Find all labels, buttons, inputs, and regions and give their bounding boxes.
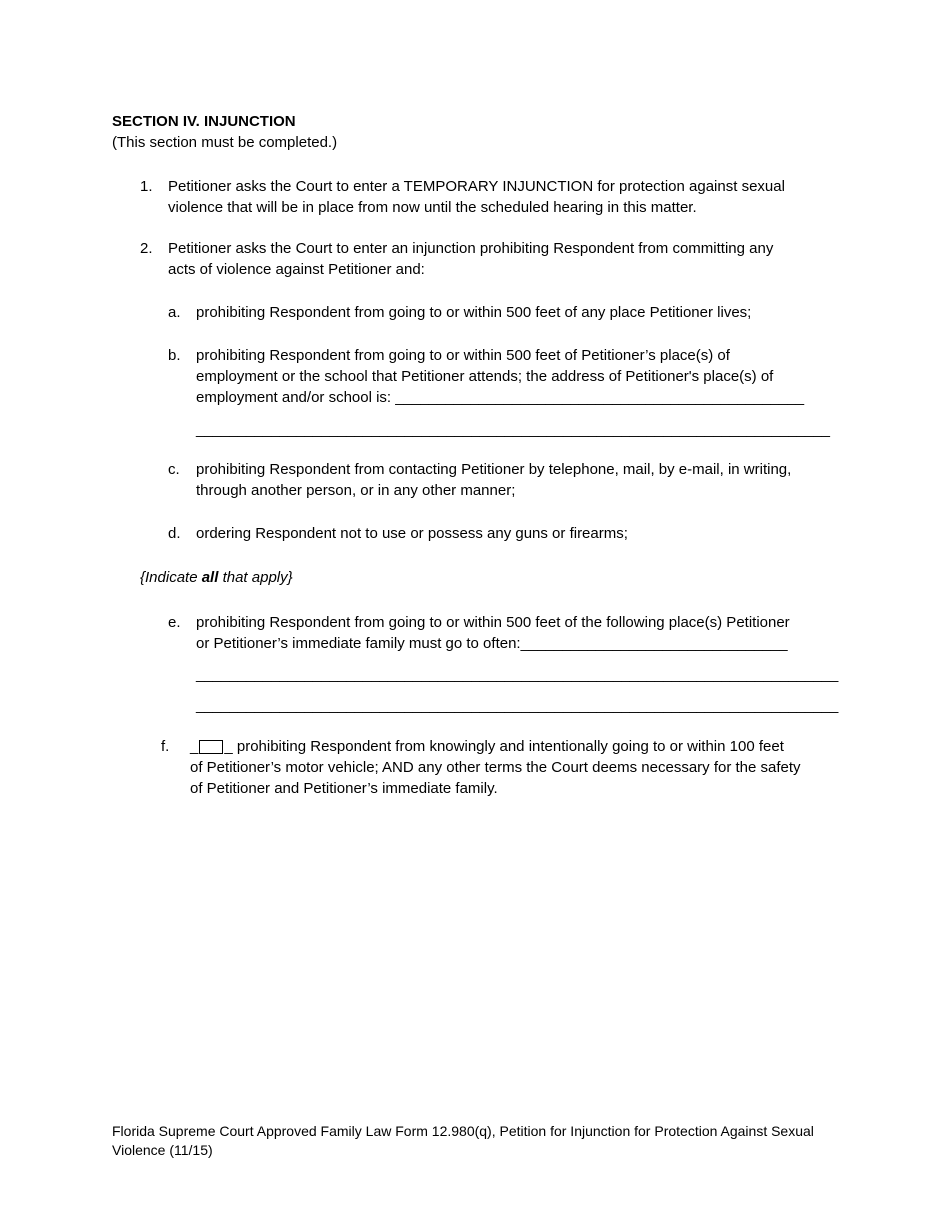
- subitem-b-line-1: prohibiting Respondent from going to or within 500 feet of Petitioner’s place(s) of: [196, 347, 730, 364]
- item-1-text: [168, 176, 785, 218]
- subitem-b-text: [196, 345, 804, 408]
- subitem-e-blank-line-2[interactable]: _____________________________________________________________________________: [196, 697, 839, 714]
- section-note: (This section must be completed.): [112, 134, 338, 151]
- checkbox-blank-right: _: [224, 738, 233, 755]
- subitem-b-line-2: employment or the school that Petitioner attends; the address of Petitioner's place(s) of: [196, 368, 774, 385]
- item-2-line-2: acts of violence against Petitioner and:: [168, 261, 425, 278]
- subitem-a-text: prohibiting Respondent from going to or within 500 feet of any place Petitioner lives;: [196, 304, 752, 321]
- subitem-d-text: ordering Respondent not to use or possess any guns or firearms;: [196, 525, 628, 542]
- subitem-c-line-2: through another person, or in any other manner;: [196, 482, 516, 499]
- subitem-c-text: [196, 459, 791, 501]
- indicate-instruction: [140, 567, 293, 588]
- form-footer: [112, 1122, 814, 1160]
- subitem-d-letter: d.: [168, 525, 181, 542]
- item-1-number: 1.: [140, 178, 153, 195]
- checkbox-blank-left: _: [190, 738, 199, 755]
- subitem-c-letter: c.: [168, 461, 180, 478]
- subitem-f-line-1-text: prohibiting Respondent from knowingly and intentionally going to or within 100 feet: [232, 738, 784, 755]
- subitem-e-text: [196, 612, 790, 654]
- subitem-c-line-1: prohibiting Respondent from contacting Petitioner by telephone, mail, by e-mail, in writing,: [196, 461, 792, 478]
- subitem-f-line-2: of Petitioner’s motor vehicle; AND any other terms the Court deems necessary for the safety: [190, 759, 801, 776]
- indicate-bold: all: [201, 569, 219, 586]
- subitem-e-letter: e.: [168, 614, 181, 631]
- section-title: SECTION IV. INJUNCTION: [112, 113, 296, 130]
- item-1-line-2: violence that will be in place from now until the scheduled hearing in this matter.: [168, 199, 697, 216]
- subitem-a-letter: a.: [168, 304, 181, 321]
- subitem-e-line-2[interactable]: or Petitioner’s immediate family must go to often:________________________________: [196, 635, 788, 652]
- subitem-f-line-3: of Petitioner and Petitioner’s immediate family.: [190, 780, 498, 797]
- subitem-f-checkbox[interactable]: [199, 740, 223, 754]
- subitem-e-blank-line-1[interactable]: _____________________________________________________________________________: [196, 666, 839, 683]
- subitem-b-address-line-2[interactable]: ____________________________________________________________________________: [196, 421, 831, 438]
- item-1-line-1: Petitioner asks the Court to enter a TEMPORARY INJUNCTION for protection against sexual: [168, 178, 785, 195]
- footer-line-1: Florida Supreme Court Approved Family Law Form 12.980(q), Petition for Injunction for Protection Against Sexual: [112, 1123, 814, 1139]
- subitem-e-line-1: prohibiting Respondent from going to or within 500 feet of the following place(s) Petitioner: [196, 614, 790, 631]
- subitem-b-letter: b.: [168, 347, 181, 364]
- subitem-f-text: [190, 736, 801, 799]
- subitem-f-letter: f.: [161, 738, 170, 755]
- item-2-text: [168, 238, 773, 280]
- subitem-b-address-line[interactable]: employment and/or school is: _________________________________________________: [196, 389, 805, 406]
- item-2-line-1: Petitioner asks the Court to enter an injunction prohibiting Respondent from committing any: [168, 240, 774, 257]
- item-2-number: 2.: [140, 240, 153, 257]
- indicate-pre: {Indicate: [140, 569, 202, 586]
- indicate-post: that apply}: [218, 569, 293, 586]
- subitem-f-line-1: [190, 736, 801, 757]
- footer-line-2: Violence (11/15): [112, 1142, 213, 1158]
